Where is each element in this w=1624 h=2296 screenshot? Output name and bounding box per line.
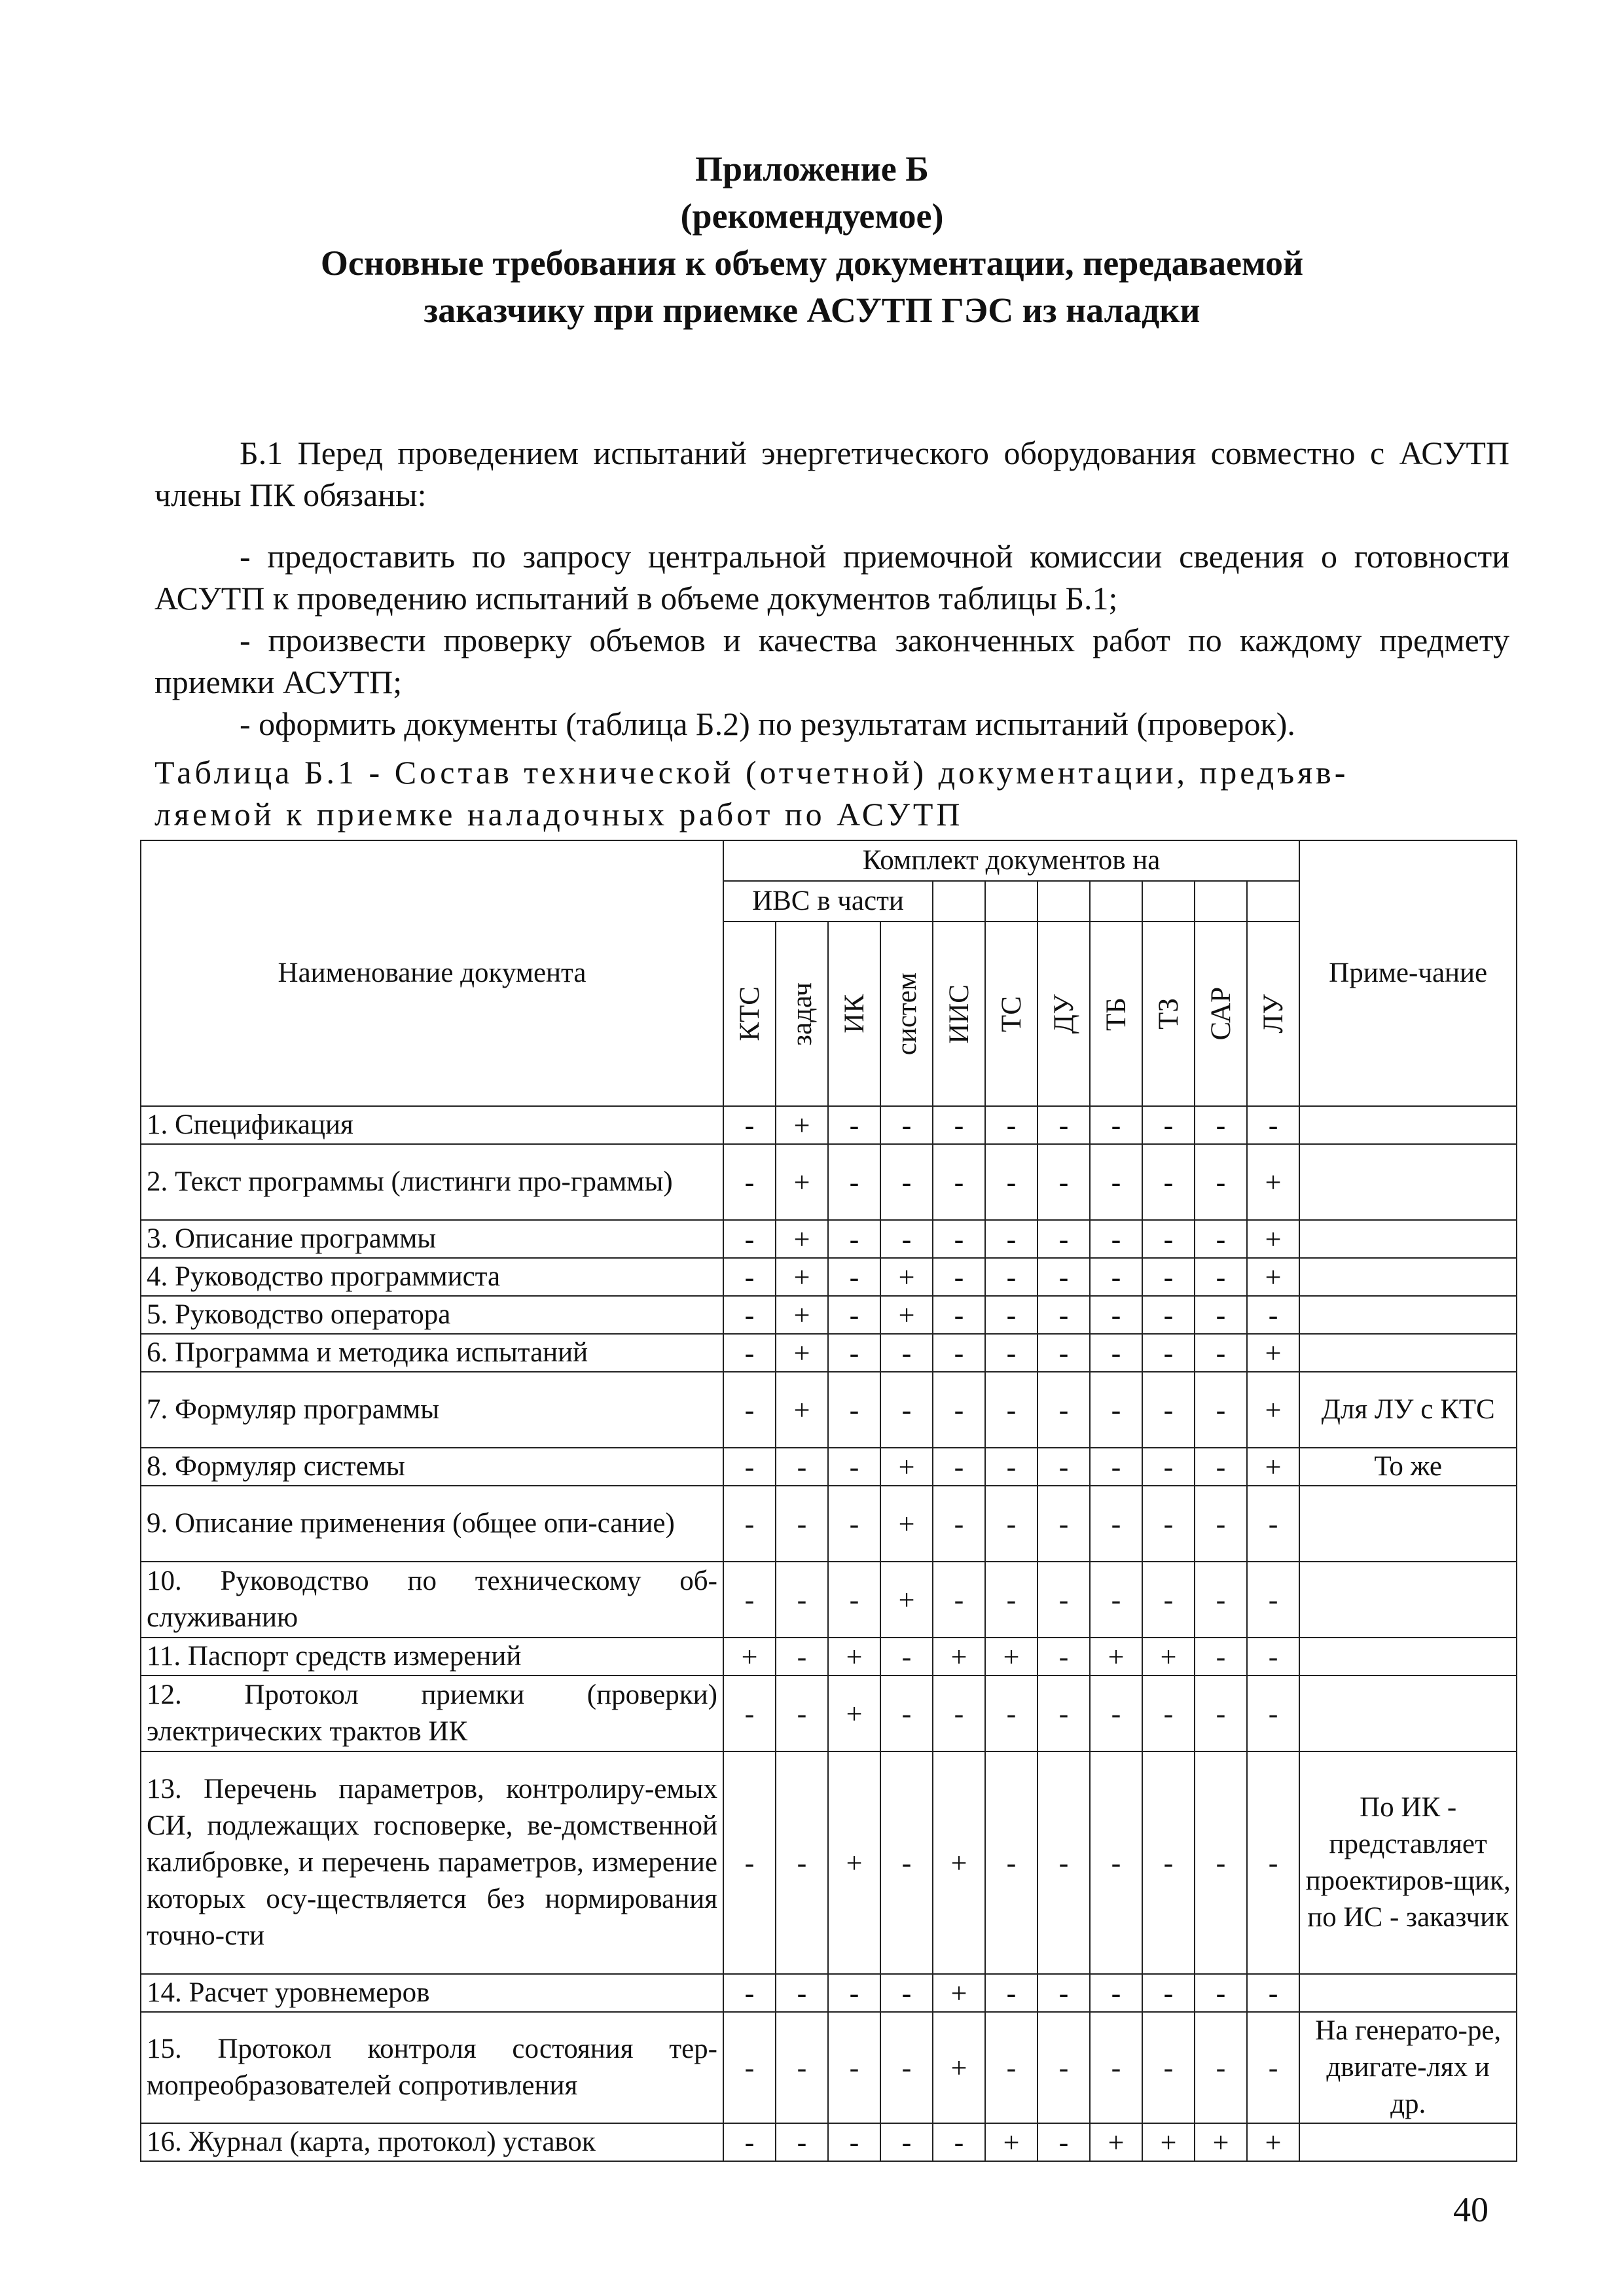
- column-header: [1142, 922, 1195, 1106]
- header-blank: [1247, 881, 1299, 922]
- row-mark: +: [880, 1562, 933, 1638]
- row-note: [1299, 1486, 1517, 1562]
- row-mark: -: [933, 1486, 985, 1562]
- row-mark: -: [1195, 1220, 1247, 1258]
- row-mark: -: [776, 1751, 828, 1974]
- row-note: [1299, 1638, 1517, 1676]
- header-komplekt: Комплект документов на: [723, 840, 1299, 881]
- row-mark: -: [1247, 1106, 1299, 1144]
- row-mark: -: [1090, 2012, 1142, 2123]
- row-mark: -: [1090, 1334, 1142, 1372]
- column-header: [1090, 922, 1142, 1106]
- row-mark: -: [828, 2012, 880, 2123]
- row-mark: -: [880, 1144, 933, 1220]
- table-caption: [154, 751, 1509, 835]
- row-mark: -: [1090, 1974, 1142, 2012]
- row-mark: +: [1247, 1144, 1299, 1220]
- row-mark: -: [933, 2123, 985, 2161]
- column-header: [1195, 922, 1247, 1106]
- row-mark: -: [1247, 2012, 1299, 2123]
- table-row: [141, 1144, 1517, 1220]
- row-mark: -: [1038, 2012, 1090, 2123]
- row-mark: -: [880, 2123, 933, 2161]
- row-document-name: 11. Паспорт средств измерений: [141, 1638, 723, 1676]
- table-row: [141, 1220, 1517, 1258]
- row-mark: -: [880, 1974, 933, 2012]
- row-mark: -: [1142, 1220, 1195, 1258]
- table-row: [141, 1974, 1517, 2012]
- row-mark: -: [1195, 1334, 1247, 1372]
- row-mark: -: [776, 1676, 828, 1751]
- row-note: [1299, 1676, 1517, 1751]
- row-mark: -: [1195, 1296, 1247, 1334]
- row-mark: -: [723, 1562, 776, 1638]
- row-mark: -: [723, 1334, 776, 1372]
- row-mark: +: [985, 1638, 1038, 1676]
- row-mark: -: [1195, 1258, 1247, 1296]
- row-mark: -: [933, 1562, 985, 1638]
- row-mark: -: [828, 2123, 880, 2161]
- table-row: [141, 1638, 1517, 1676]
- row-mark: -: [1038, 1676, 1090, 1751]
- row-mark: -: [880, 1334, 933, 1372]
- row-mark: -: [1142, 1974, 1195, 2012]
- row-mark: +: [776, 1296, 828, 1334]
- row-mark: -: [880, 1751, 933, 1974]
- header-blank: [933, 881, 985, 922]
- row-mark: -: [933, 1258, 985, 1296]
- row-mark: -: [1038, 1258, 1090, 1296]
- bullet-item: - произвести проверку объемов и качества законченных работ по каждому предмету приемки АСУТП;: [154, 622, 1509, 700]
- row-mark: -: [776, 2012, 828, 2123]
- row-note: На генерато-ре, двигате-лях и др.: [1299, 2012, 1517, 2123]
- column-header: [933, 922, 985, 1106]
- row-mark: -: [1195, 1486, 1247, 1562]
- row-mark: -: [880, 1676, 933, 1751]
- row-mark: -: [985, 1296, 1038, 1334]
- row-document-name: 10. Руководство по техническому об-служиванию: [141, 1562, 723, 1638]
- row-mark: -: [723, 1296, 776, 1334]
- row-mark: +: [933, 1974, 985, 2012]
- table-row: [141, 2012, 1517, 2123]
- row-mark: -: [985, 1220, 1038, 1258]
- row-mark: -: [1247, 1676, 1299, 1751]
- row-mark: -: [933, 1334, 985, 1372]
- row-mark: -: [776, 1562, 828, 1638]
- row-mark: -: [1038, 1372, 1090, 1448]
- row-mark: -: [1090, 1486, 1142, 1562]
- row-mark: -: [1195, 1562, 1247, 1638]
- row-mark: +: [1247, 1258, 1299, 1296]
- row-mark: +: [933, 1638, 985, 1676]
- header-blank: [985, 881, 1038, 922]
- row-mark: -: [1195, 1974, 1247, 2012]
- column-header: [880, 922, 933, 1106]
- row-mark: -: [1090, 1448, 1142, 1486]
- row-note: [1299, 1562, 1517, 1638]
- table-row: [141, 1751, 1517, 1974]
- row-document-name: 6. Программа и методика испытаний: [141, 1334, 723, 1372]
- row-mark: -: [723, 2123, 776, 2161]
- row-mark: -: [1038, 1144, 1090, 1220]
- row-mark: +: [1090, 2123, 1142, 2161]
- row-mark: -: [1142, 1372, 1195, 1448]
- intro-text: Б.1 Перед проведением испытаний энергетического оборудования совместно с АСУТП члены ПК обязаны:: [154, 435, 1509, 513]
- column-header-text: ТС: [996, 996, 1027, 1032]
- row-document-name: 14. Расчет уровнемеров: [141, 1974, 723, 2012]
- column-header-text: задач: [786, 982, 818, 1046]
- table-caption-line2: ляемой к приемке наладочных работ по АСУТП: [154, 796, 964, 833]
- row-mark: -: [828, 1144, 880, 1220]
- row-mark: -: [828, 1448, 880, 1486]
- row-mark: +: [776, 1106, 828, 1144]
- row-note: [1299, 1974, 1517, 2012]
- row-mark: -: [1247, 1638, 1299, 1676]
- row-mark: -: [1195, 1638, 1247, 1676]
- row-mark: -: [1090, 1562, 1142, 1638]
- row-mark: -: [880, 1372, 933, 1448]
- row-document-name: 15. Протокол контроля состояния тер-мопреобразователей сопротивления: [141, 2012, 723, 2123]
- row-mark: -: [723, 1220, 776, 1258]
- row-mark: -: [985, 1258, 1038, 1296]
- column-header-text: ИИС: [943, 984, 975, 1044]
- row-mark: -: [985, 1372, 1038, 1448]
- row-document-name: 3. Описание программы: [141, 1220, 723, 1258]
- row-mark: -: [985, 1562, 1038, 1638]
- table-row: [141, 1296, 1517, 1334]
- row-mark: -: [1038, 1106, 1090, 1144]
- row-mark: +: [1247, 1448, 1299, 1486]
- row-note: [1299, 1334, 1517, 1372]
- column-header: [723, 922, 776, 1106]
- row-mark: +: [1247, 1334, 1299, 1372]
- row-mark: -: [1247, 1486, 1299, 1562]
- row-mark: -: [1142, 1106, 1195, 1144]
- row-note: [1299, 2123, 1517, 2161]
- row-document-name: 4. Руководство программиста: [141, 1258, 723, 1296]
- row-mark: -: [1038, 1334, 1090, 1372]
- row-mark: -: [1038, 1486, 1090, 1562]
- row-mark: -: [723, 1258, 776, 1296]
- table-body: [141, 1106, 1517, 2161]
- row-mark: +: [880, 1258, 933, 1296]
- row-note: По ИК - представляет проектиров-щик, по ИС - заказчик: [1299, 1751, 1517, 1974]
- row-mark: -: [1142, 1258, 1195, 1296]
- row-mark: -: [776, 1974, 828, 2012]
- row-mark: -: [1247, 1562, 1299, 1638]
- row-mark: -: [828, 1220, 880, 1258]
- appendix-heading-line1: Основные требования к объему документации, передаваемой: [320, 243, 1304, 283]
- row-mark: -: [828, 1562, 880, 1638]
- row-note: То же: [1299, 1448, 1517, 1486]
- row-mark: +: [776, 1258, 828, 1296]
- row-mark: -: [776, 1638, 828, 1676]
- row-mark: -: [723, 1974, 776, 2012]
- row-mark: -: [1090, 1106, 1142, 1144]
- row-mark: -: [985, 1106, 1038, 1144]
- row-mark: +: [1247, 1372, 1299, 1448]
- row-mark: +: [828, 1676, 880, 1751]
- row-mark: +: [776, 1372, 828, 1448]
- row-mark: -: [828, 1258, 880, 1296]
- header-name: Наименование документа: [141, 840, 723, 1106]
- row-mark: +: [1142, 1638, 1195, 1676]
- row-mark: +: [828, 1751, 880, 1974]
- row-mark: -: [1090, 1372, 1142, 1448]
- row-note: Для ЛУ с КТС: [1299, 1372, 1517, 1448]
- row-mark: +: [723, 1638, 776, 1676]
- row-note: [1299, 1106, 1517, 1144]
- row-mark: -: [1142, 1562, 1195, 1638]
- title-block: [0, 145, 1624, 334]
- table-row: [141, 1372, 1517, 1448]
- appendix-status: (рекомендуемое): [680, 196, 944, 236]
- row-mark: +: [828, 1638, 880, 1676]
- row-mark: -: [933, 1676, 985, 1751]
- row-document-name: 5. Руководство оператора: [141, 1296, 723, 1334]
- row-note: [1299, 1144, 1517, 1220]
- table-row: [141, 1258, 1517, 1296]
- row-document-name: 9. Описание применения (общее опи-сание): [141, 1486, 723, 1562]
- row-mark: -: [1090, 1144, 1142, 1220]
- row-mark: +: [880, 1448, 933, 1486]
- row-document-name: 8. Формуляр системы: [141, 1448, 723, 1486]
- appendix-heading-line2: заказчику при приемке АСУТП ГЭС из наладки: [424, 291, 1200, 330]
- row-mark: -: [1142, 1296, 1195, 1334]
- column-header: [985, 922, 1038, 1106]
- row-mark: -: [1038, 1220, 1090, 1258]
- table-row: [141, 1486, 1517, 1562]
- row-mark: -: [828, 1372, 880, 1448]
- column-header-text: ТЗ: [1153, 998, 1184, 1030]
- header-blank: [1142, 881, 1195, 922]
- row-mark: -: [880, 1106, 933, 1144]
- row-mark: -: [1038, 1296, 1090, 1334]
- column-header-text: ЛУ: [1257, 994, 1289, 1033]
- row-mark: +: [1195, 2123, 1247, 2161]
- row-mark: -: [985, 2012, 1038, 2123]
- row-document-name: 7. Формуляр программы: [141, 1372, 723, 1448]
- header-blank: [1090, 881, 1142, 922]
- row-note: [1299, 1258, 1517, 1296]
- row-mark: -: [1247, 1296, 1299, 1334]
- row-mark: -: [1038, 2123, 1090, 2161]
- row-mark: -: [933, 1144, 985, 1220]
- row-mark: -: [1142, 1751, 1195, 1974]
- row-mark: -: [880, 1220, 933, 1258]
- row-mark: +: [776, 1220, 828, 1258]
- row-mark: -: [828, 1334, 880, 1372]
- row-mark: -: [828, 1486, 880, 1562]
- column-header: [1247, 922, 1299, 1106]
- row-mark: +: [776, 1334, 828, 1372]
- row-mark: -: [1038, 1638, 1090, 1676]
- row-mark: -: [1142, 1486, 1195, 1562]
- row-mark: -: [1038, 1974, 1090, 2012]
- header-note: Приме-чание: [1299, 840, 1517, 1106]
- row-document-name: 13. Перечень параметров, контролиру-емых СИ, подлежащих госповерке, ве-домственной калибровке, и перечень параметров, измерение которых осу-ществляется без нормирования точно-сти: [141, 1751, 723, 1974]
- row-mark: -: [985, 1144, 1038, 1220]
- column-header-text: ИК: [839, 994, 870, 1033]
- row-mark: -: [1090, 1220, 1142, 1258]
- bullet-item: - предоставить по запросу центральной приемочной комиссии сведения о готовности АСУТП к проведению испытаний в объеме документов таблицы Б.1;: [154, 538, 1509, 617]
- row-mark: -: [985, 1448, 1038, 1486]
- row-document-name: 2. Текст программы (листинги про-граммы): [141, 1144, 723, 1220]
- table-row: [141, 1106, 1517, 1144]
- row-mark: -: [1038, 1751, 1090, 1974]
- header-blank: [1038, 881, 1090, 922]
- documentation-table: [140, 840, 1517, 2162]
- row-mark: -: [1195, 1106, 1247, 1144]
- row-note: [1299, 1296, 1517, 1334]
- row-mark: +: [776, 1144, 828, 1220]
- row-mark: -: [1195, 1676, 1247, 1751]
- row-mark: -: [828, 1974, 880, 2012]
- row-mark: -: [776, 1448, 828, 1486]
- row-mark: +: [1090, 1638, 1142, 1676]
- row-mark: -: [723, 1372, 776, 1448]
- row-mark: -: [1038, 1448, 1090, 1486]
- bullet-item: - оформить документы (таблица Б.2) по результатам испытаний (проверок).: [240, 706, 1295, 742]
- row-mark: -: [828, 1296, 880, 1334]
- row-mark: +: [880, 1486, 933, 1562]
- row-mark: +: [933, 1751, 985, 1974]
- header-blank: [1195, 881, 1247, 922]
- row-mark: -: [1142, 1334, 1195, 1372]
- table-row: [141, 1334, 1517, 1372]
- row-mark: -: [1038, 1562, 1090, 1638]
- column-header-text: КТС: [734, 986, 765, 1041]
- page-number: 40: [1453, 2190, 1489, 2229]
- row-document-name: 16. Журнал (карта, протокол) уставок: [141, 2123, 723, 2161]
- bullet-list: [154, 535, 1509, 745]
- row-mark: -: [1142, 2012, 1195, 2123]
- row-mark: -: [1090, 1258, 1142, 1296]
- table-row: [141, 1562, 1517, 1638]
- column-header: [828, 922, 880, 1106]
- column-header: [1038, 922, 1090, 1106]
- row-document-name: 1. Спецификация: [141, 1106, 723, 1144]
- row-mark: -: [1247, 1751, 1299, 1974]
- row-mark: -: [776, 1486, 828, 1562]
- row-mark: -: [933, 1106, 985, 1144]
- table-row: [141, 1676, 1517, 1751]
- column-header-text: ТБ: [1100, 997, 1132, 1031]
- row-mark: -: [1142, 1144, 1195, 1220]
- row-mark: -: [723, 1448, 776, 1486]
- column-header: [776, 922, 828, 1106]
- row-mark: -: [933, 1220, 985, 1258]
- row-mark: -: [723, 2012, 776, 2123]
- row-mark: -: [1090, 1296, 1142, 1334]
- row-mark: -: [985, 1974, 1038, 2012]
- row-mark: -: [723, 1144, 776, 1220]
- row-document-name: 12. Протокол приемки (проверки) электрических трактов ИК: [141, 1676, 723, 1751]
- row-mark: -: [985, 1486, 1038, 1562]
- row-mark: +: [933, 2012, 985, 2123]
- row-mark: -: [880, 1638, 933, 1676]
- row-mark: +: [1247, 1220, 1299, 1258]
- column-header-text: САР: [1205, 987, 1236, 1041]
- row-mark: -: [723, 1486, 776, 1562]
- row-mark: +: [1247, 2123, 1299, 2161]
- column-header-text: систем: [891, 972, 922, 1056]
- row-mark: -: [1195, 1751, 1247, 1974]
- row-mark: -: [880, 2012, 933, 2123]
- intro-paragraph: [154, 432, 1509, 516]
- row-mark: -: [1195, 1372, 1247, 1448]
- column-header-text: ДУ: [1048, 994, 1079, 1034]
- row-mark: -: [723, 1751, 776, 1974]
- row-mark: -: [985, 1676, 1038, 1751]
- row-mark: -: [933, 1296, 985, 1334]
- row-mark: -: [985, 1751, 1038, 1974]
- row-mark: +: [1142, 2123, 1195, 2161]
- header-ivs: ИВС в части: [723, 881, 933, 922]
- row-mark: -: [933, 1372, 985, 1448]
- row-mark: -: [1195, 1448, 1247, 1486]
- row-mark: -: [1142, 1676, 1195, 1751]
- table-row: [141, 2123, 1517, 2161]
- row-mark: -: [1247, 1974, 1299, 2012]
- appendix-title: Приложение Б: [695, 149, 929, 188]
- row-mark: -: [723, 1676, 776, 1751]
- row-mark: -: [1090, 1751, 1142, 1974]
- row-mark: -: [1195, 2012, 1247, 2123]
- row-mark: -: [1195, 1144, 1247, 1220]
- row-mark: +: [880, 1296, 933, 1334]
- table-caption-line1: Таблица Б.1 - Состав технической (отчетной) документации, предъяв-: [154, 754, 1349, 791]
- row-mark: -: [985, 1334, 1038, 1372]
- row-mark: +: [985, 2123, 1038, 2161]
- table-row: [141, 1448, 1517, 1486]
- row-mark: -: [723, 1106, 776, 1144]
- row-mark: -: [1142, 1448, 1195, 1486]
- row-mark: -: [933, 1448, 985, 1486]
- row-mark: -: [1090, 1676, 1142, 1751]
- row-note: [1299, 1220, 1517, 1258]
- row-mark: -: [776, 2123, 828, 2161]
- row-mark: -: [828, 1106, 880, 1144]
